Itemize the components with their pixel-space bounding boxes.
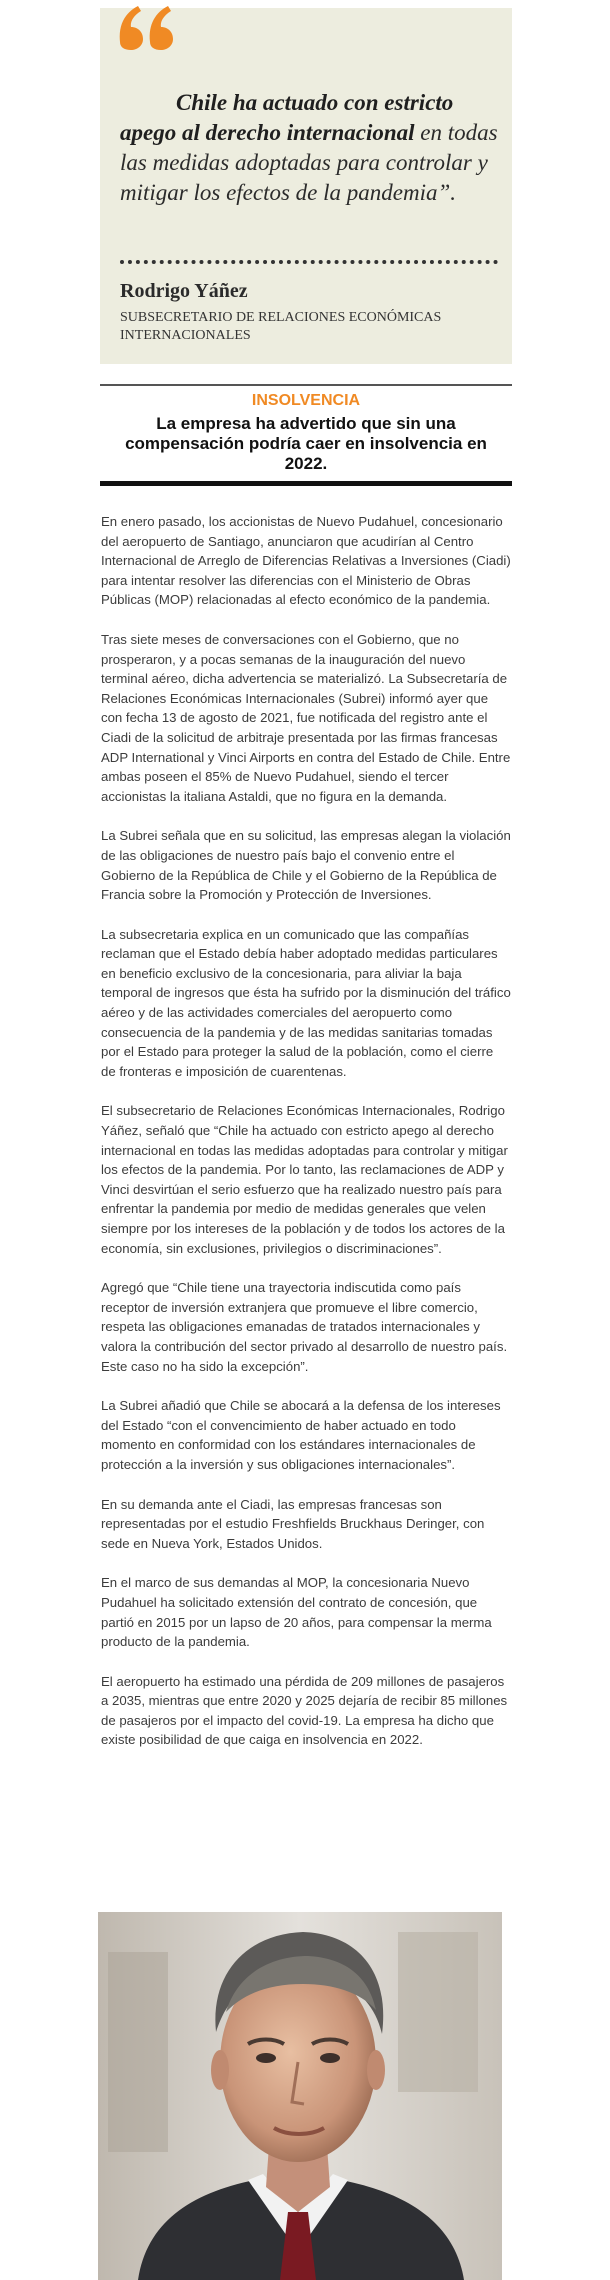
insolvency-callout (100, 384, 512, 486)
article-paragraph: La Subrei señala que en su solicitud, las empresas alegan la violación de las obligaciones de nuestro país bajo el convenio entre el Gobierno de la República de Chile y el Gobierno de la República de Francia sobre la Promoción y Protección de Inversiones. (101, 828, 511, 903)
quote-divider (120, 260, 498, 268)
pull-quote-box (100, 8, 512, 364)
article-paragraph: Tras siete meses de conversaciones con el Gobierno, que no prosperaron, y a pocas semanas de la inauguración del nuevo terminal aéreo, dicha advertencia se materializó. La Subsecretaría de Relaciones Económicas Internacionales (Subrei) informó ayer que con fecha 13 de agosto de 2021, fue notificada del registro ante el Ciadi de la solicitud de arbitraje presentada por las firmas francesas ADP International y Vinci Airports en contra del Estado de Chile. Entre ambas poseen el 85% de Nuevo Pudahuel, siendo el tercer accionistas la italiana Astaldi, que no figura en la demanda. (101, 631, 511, 804)
article-paragraph: El aeropuerto ha estimado una pérdida de 209 millones de pasajeros a 2035, mientras que entre 2020 y 2025 dejaría de recibir 85 millones de pasajeros por el impacto del covid-19. La empresa ha dicho que existe posibilidad de que caiga en insolvencia en 2022. (101, 1673, 508, 1748)
article-paragraph: En el marco de sus demandas al MOP, la concesionaria Nuevo Pudahuel ha solicitado extensión del contrato de concesión, que partió en 2015 por un lapso de 20 años, para compensar la merma producto de la pandemia. (101, 1575, 492, 1650)
portrait-photo (98, 1912, 502, 2280)
article-paragraph: El subsecretario de Relaciones Económicas Internacionales, Rodrigo Yáñez, señaló que “Chile ha actuado con estricto apego al derecho internacional en todas las medidas adoptadas para controlar y mitigar los efectos de la pandemia. Por lo tanto, las reclamaciones de ADP y Vinci desvirtúan el serio esfuerzo que ha realizado nuestro país para enfrentar la pandemia por medio de medidas generales que velen siempre por los intereses de la población y de todos los actores de la economía, sin exclusiones, privilegios o discriminaciones”. (101, 1103, 508, 1256)
quote-text-lead: Chile ha actuado con estricto apego al derecho internacional (120, 90, 454, 145)
article-paragraph: En su demanda ante el Ciadi, las empresas francesas son representadas por el estudio Freshfields Bruckhaus Deringer, con sede en Nueva York, Estados Unidos. (101, 1496, 485, 1551)
quote-author-role: SUBSECRETARIO DE RELACIONES ECONÓMICAS INTERNACIONALES (120, 310, 442, 343)
quote-mark-icon (116, 2, 178, 52)
article-paragraph: En enero pasado, los accionistas de Nuevo Pudahuel, concesionario del aeropuerto de Santiago, anunciaron que acudirían al Centro Internacional de Arreglo de Diferencias Relativas a Inversiones (Ciadi) para intentar resolver las diferencias con el Ministerio de Obras Públicas (MOP) relacionadas al efecto económico de la pandemia. (101, 514, 511, 608)
article-body (101, 512, 511, 1770)
article-paragraph: La subsecretaria explica en un comunicado que las compañías reclaman que el Estado debía haber adoptado medidas particulares en beneficio exclusivo de la concesionaria, para aliviar la baja temporal de ingresos que ésta ha sufrido por la disminución del tráfico aéreo y de las actividades comerciales del aeropuerto como consecuencia de la pandemia y de las medidas sanitarias tomadas por el Estado para proteger la salud de la población, como el cierre de fronteras e imposición de cuarentenas. (101, 926, 511, 1079)
quote-author: Rodrigo Yáñez (120, 280, 248, 302)
quote-text-rest: en todas las medidas adoptadas para controlar y mitigar los efectos de la pandemia”. (120, 120, 498, 205)
callout-tag: INSOLVENCIA (251, 392, 361, 409)
article-paragraph: La Subrei añadió que Chile se abocará a la defensa de los intereses del Estado “con el convencimiento de haber actuado en todo momento en conformidad con los estándares internacionales de protección a la inversión y sus obligaciones internacionales”. (101, 1398, 501, 1472)
quote-text (120, 88, 498, 208)
callout-headline: La empresa ha advertido que sin una compensación podría caer en insolvencia en 2022. (125, 414, 487, 473)
article-paragraph: Agregó que “Chile tiene una trayectoria indiscutida como país receptor de inversión extranjera que promueve el libre comercio, respeta las obligaciones emanadas de tratados internacionales y valora la contribución del sector privado al desarrollo de nuestro país. Este caso no ha sido la excepción”. (101, 1280, 508, 1374)
portrait-illustration (98, 1912, 502, 2280)
